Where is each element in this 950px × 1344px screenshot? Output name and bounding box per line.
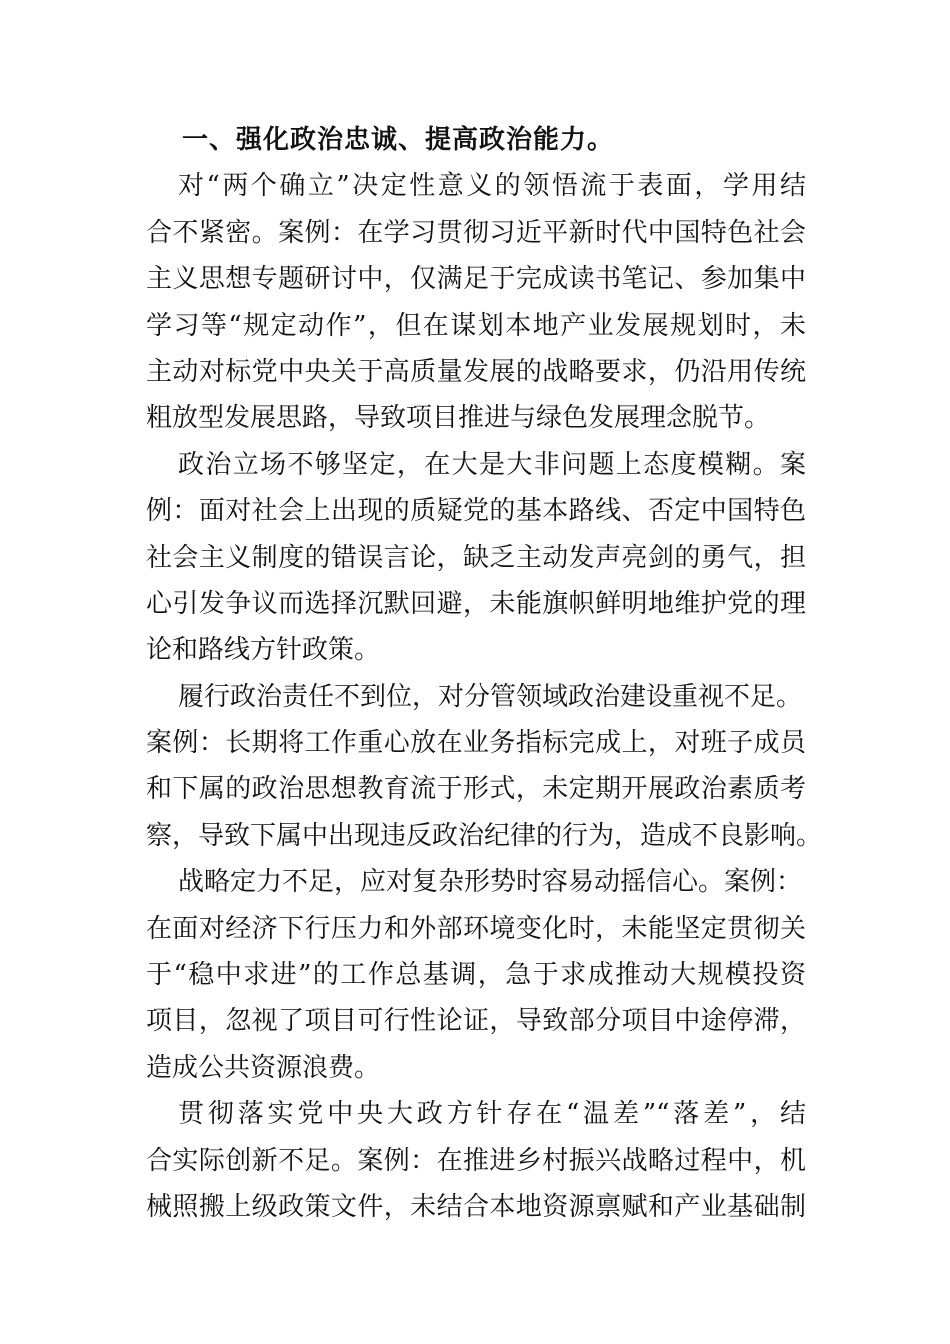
paragraph: [146, 442, 806, 674]
text-line: 社会主义制度的错误言论，缺乏主动发声亮剑的勇气，担: [146, 542, 806, 573]
text-line: 械照搬上级政策文件，未结合本地资源禀赋和产业基础制: [146, 1191, 806, 1222]
text-line: 案例：长期将工作重心放在业务指标完成上，对班子成员: [146, 728, 806, 759]
paragraph: [146, 163, 806, 441]
text-line: 合不紧密。案例：在学习贯彻习近平新时代中国特色社会: [146, 217, 806, 248]
text-line: 论和路线方针政策。: [146, 635, 381, 666]
text-line: 心引发争议而选择沉默回避，未能旗帜鲜明地维护党的理: [146, 588, 806, 619]
text-line: 于“稳中求进”的工作总基调，急于求成推动大规模投资: [146, 960, 806, 991]
text-line: 战略定力不足，应对复杂形势时容易动摇信心。案例：: [178, 867, 803, 898]
paragraph: [146, 1091, 806, 1230]
text-line: 贯彻落实党中央大政方针存在“温差”“落差”，结: [178, 1099, 806, 1130]
text-line: 造成公共资源浪费。: [146, 1052, 381, 1083]
text-line: 在面对经济下行压力和外部环境变化时，未能坚定贯彻关: [146, 913, 806, 944]
text-line: 粗放型发展思路，导致项目推进与绿色发展理念脱节。: [146, 403, 771, 434]
text-line: 履行政治责任不到位，对分管领域政治建设重视不足。: [178, 681, 803, 712]
text-line: 项目，忽视了项目可行性论证，导致部分项目中途停滞，: [146, 1006, 806, 1037]
text-line: 主动对标党中央关于高质量发展的战略要求，仍沿用传统: [146, 356, 806, 387]
text-line: 主义思想专题研讨中，仅满足于完成读书笔记、参加集中: [146, 264, 806, 295]
text-line: 合实际创新不足。案例：在推进乡村振兴战略过程中，机: [146, 1145, 806, 1176]
text-line: 政治立场不够坚定，在大是大非问题上态度模糊。案: [178, 449, 806, 480]
text-line: 和下属的政治思想教育流于形式，未定期开展政治素质考: [146, 774, 806, 805]
section-heading: 一、强化政治忠诚、提高政治能力。: [182, 125, 615, 155]
paragraph: [146, 674, 823, 860]
paragraph: [146, 859, 806, 1091]
text-line: 对“两个确立”决定性意义的领悟流于表面，学用结: [178, 171, 806, 202]
text-line: 例：面对社会上出现的质疑党的基本路线、否定中国特色: [146, 496, 806, 527]
document-body: [146, 117, 823, 1230]
text-line: 察，导致下属中出现违反政治纪律的行为，造成不良影响。: [146, 820, 823, 851]
text-line: 学习等“规定动作”，但在谋划本地产业发展规划时，未: [146, 310, 806, 341]
